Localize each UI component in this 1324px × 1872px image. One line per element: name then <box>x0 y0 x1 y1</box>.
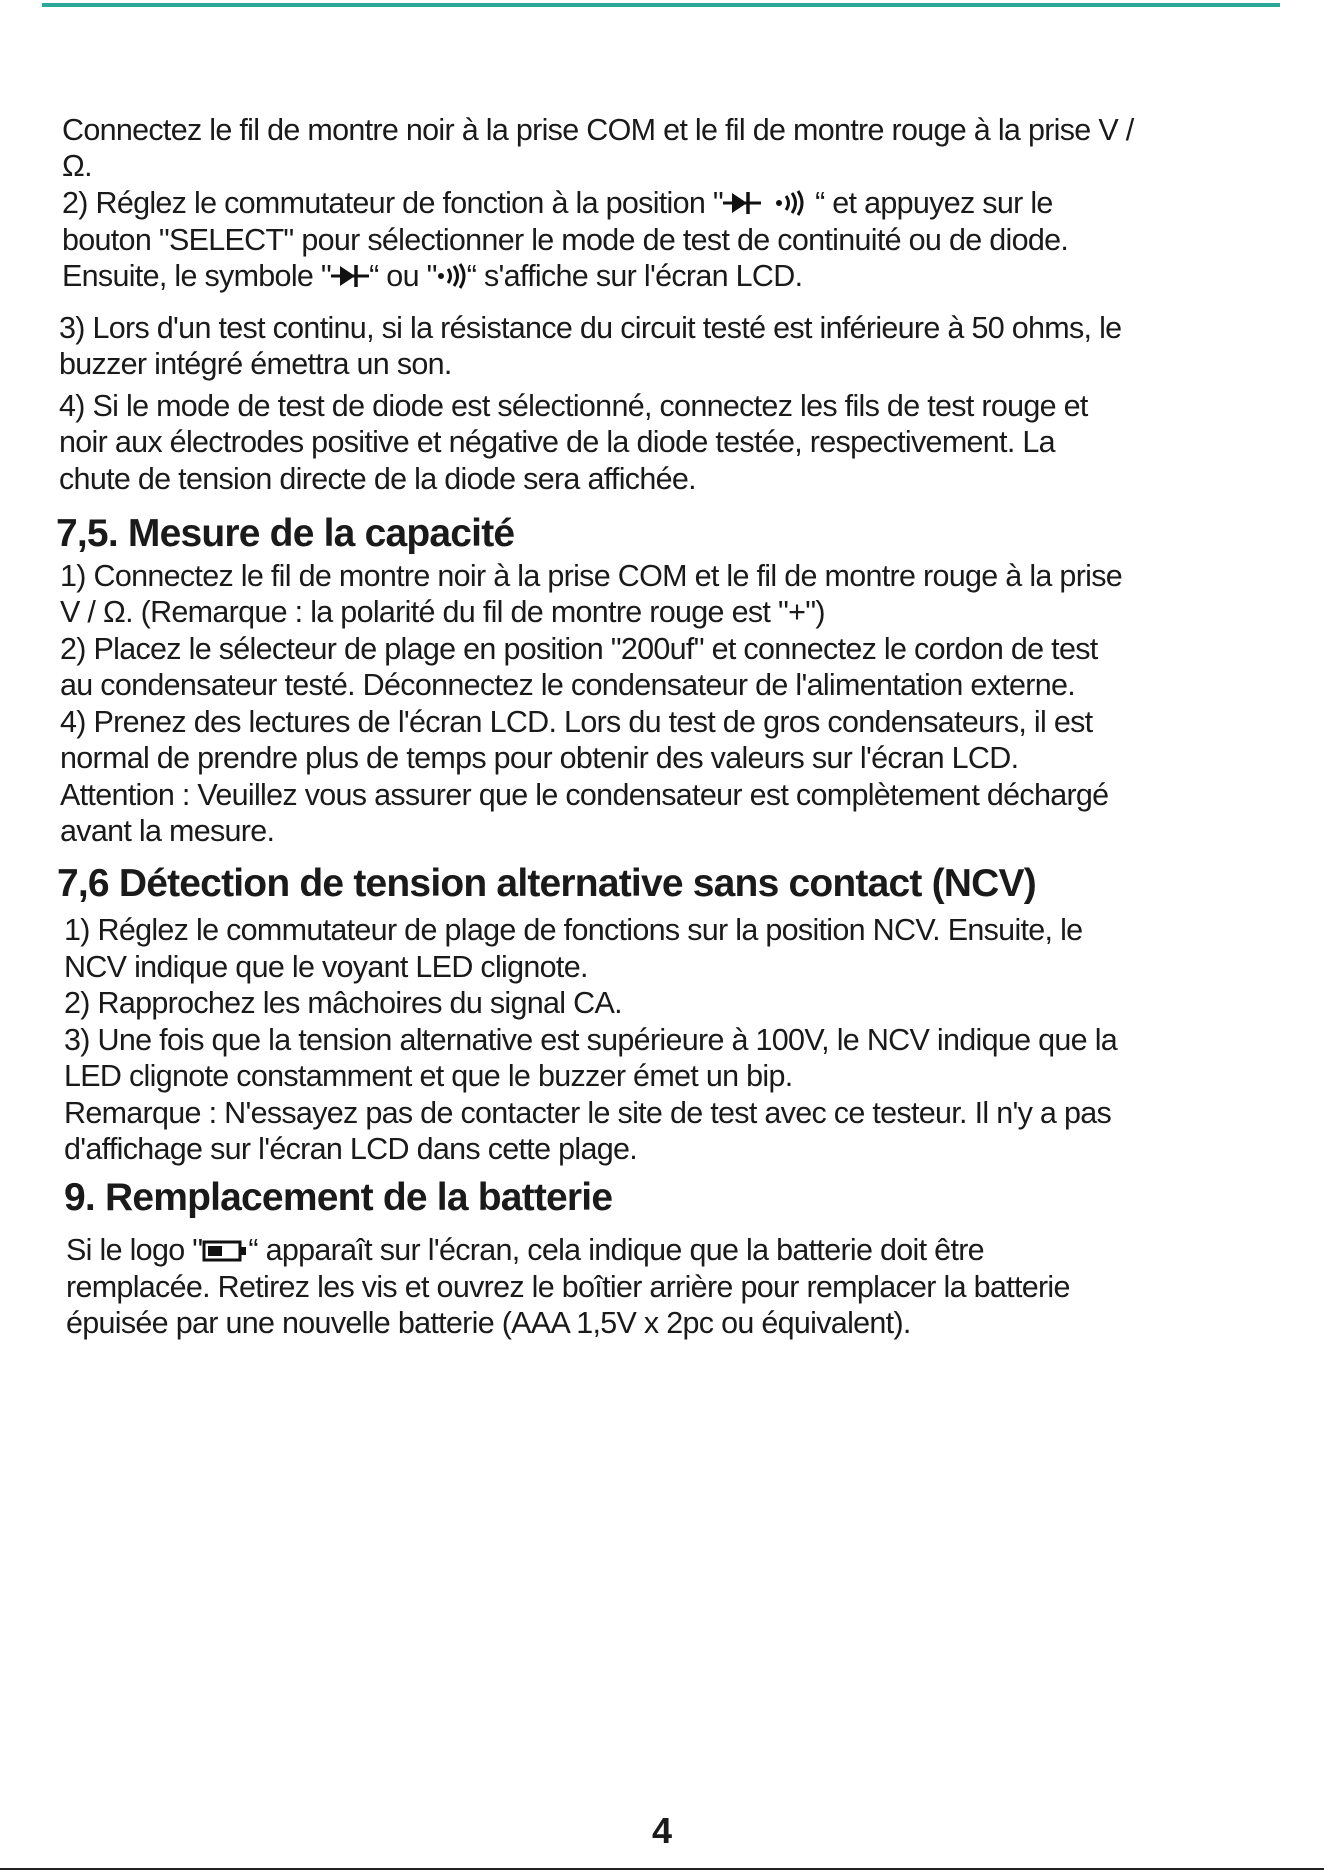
text-segment: “ et appuyez sur le <box>815 186 1053 220</box>
text-segment: 2) Réglez le commutateur de fonction à la position " <box>62 186 724 220</box>
section-heading: 7,6 Détection de tension alternative sans contact (NCV) <box>57 862 1036 905</box>
text-line: 2) Placez le sélecteur de plage en position "200uf" et connectez le cordon de test <box>60 632 1098 666</box>
text-line: 1) Réglez le commutateur de plage de fonctions sur la position NCV. Ensuite, le <box>64 913 1083 947</box>
text-line: 1) Connectez le fil de montre noir à la prise COM et le fil de montre rouge à la prise <box>60 559 1123 593</box>
text-line: NCV indique que le voyant LED clignote. <box>64 950 588 984</box>
section-heading: 9. Remplacement de la batterie <box>64 1176 613 1219</box>
text-line: au condensateur testé. Déconnectez le condensateur de l'alimentation externe. <box>60 668 1076 702</box>
text-segment: “ ou " <box>369 259 437 293</box>
text-line: chute de tension directe de la diode sera affichée. <box>59 462 696 496</box>
text-line: épuisée par une nouvelle batterie (AAA 1,5V x 2pc ou équivalent). <box>66 1306 911 1340</box>
text-line: V / Ω. (Remarque : la polarité du fil de montre rouge est "+") <box>60 595 825 629</box>
text-line: buzzer intégré émettra un son. <box>59 347 452 381</box>
text-line: d'affichage sur l'écran LCD dans cette plage. <box>64 1132 638 1166</box>
section-heading: 7,5. Mesure de la capacité <box>56 512 515 555</box>
text-segment: Ensuite, le symbole " <box>62 259 332 293</box>
text-line: noir aux électrodes positive et négative de la diode testée, respectivement. La <box>59 425 1055 459</box>
text-line: bouton "SELECT" pour sélectionner le mode de test de continuité ou de diode. <box>62 223 1069 257</box>
text-line: Ω. <box>62 149 92 183</box>
text-line: 4) Prenez des lectures de l'écran LCD. Lors du test de gros condensateurs, il est <box>60 705 1093 739</box>
buzzer-icon <box>437 261 467 298</box>
text-segment: “ s'affiche sur l'écran LCD. <box>466 259 803 293</box>
text-line: 4) Si le mode de test de diode est sélectionné, connectez les fils de test rouge et <box>59 389 1088 423</box>
text-line: avant la mesure. <box>60 814 275 848</box>
battery-icon <box>202 1235 248 1272</box>
buzzer-icon <box>775 188 805 225</box>
page-number: 4 <box>651 1810 673 1851</box>
diode-icon <box>723 188 761 225</box>
text-segment: “ apparaît sur l'écran, cela indique que la batterie doit être <box>248 1233 984 1267</box>
text-line: Attention : Veuillez vous assurer que le condensateur est complètement déchargé <box>60 778 1109 812</box>
text-line: Connectez le fil de montre noir à la prise COM et le fil de montre rouge à la prise V / <box>62 113 1134 147</box>
text-line: normal de prendre plus de temps pour obtenir des valeurs sur l'écran LCD. <box>60 741 1019 775</box>
text-segment: Si le logo " <box>66 1233 203 1267</box>
bottom-rule <box>0 1868 1324 1870</box>
diode-icon <box>331 261 369 298</box>
text-line <box>62 185 1053 225</box>
text-line: 3) Une fois que la tension alternative est supérieure à 100V, le NCV indique que la <box>64 1023 1118 1057</box>
text-line: Remarque : N'essayez pas de contacter le site de test avec ce testeur. Il n'y a pas <box>64 1096 1112 1130</box>
top-rule <box>42 3 1280 7</box>
text-line <box>62 258 802 298</box>
text-line: LED clignote constamment et que le buzzer émet un bip. <box>64 1059 793 1093</box>
text-line <box>66 1232 984 1272</box>
text-line: remplacée. Retirez les vis et ouvrez le boîtier arrière pour remplacer la batterie <box>66 1270 1070 1304</box>
text-line: 2) Rapprochez les mâchoires du signal CA. <box>64 986 622 1020</box>
text-line: 3) Lors d'un test continu, si la résistance du circuit testé est inférieure à 50 ohms, le <box>59 311 1122 345</box>
